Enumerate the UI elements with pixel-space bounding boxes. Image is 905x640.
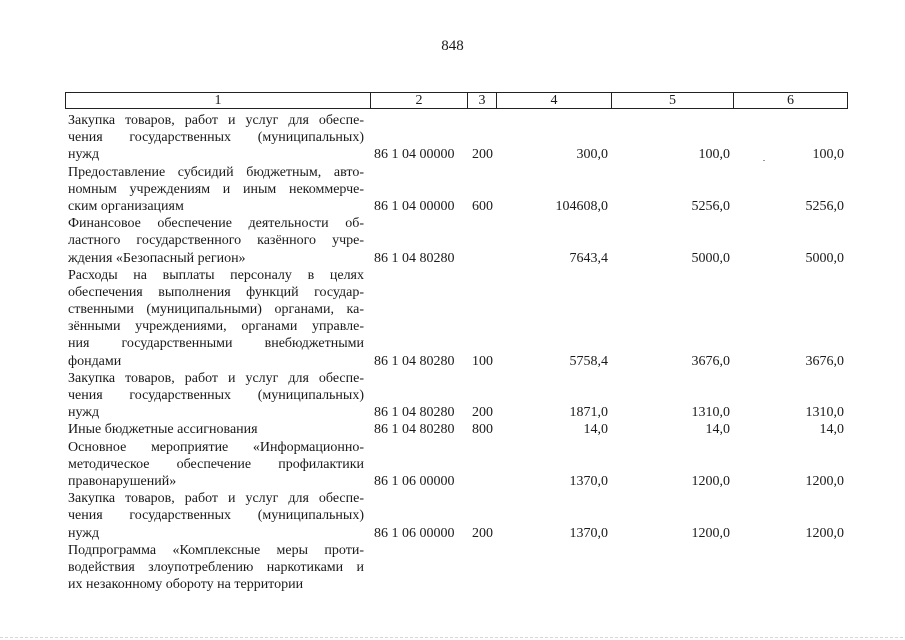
row-description-line: ским организациям	[68, 198, 184, 214]
table-row	[68, 370, 848, 422]
expense-type-code: 100	[472, 353, 493, 369]
row-description-line: фондами	[68, 353, 122, 369]
header-col-4: 4	[497, 93, 612, 108]
page-number: 848	[441, 38, 464, 54]
row-values	[68, 198, 848, 215]
budget-code: 86 1 04 00000	[374, 147, 455, 163]
amount-col-6: 100,0	[812, 147, 844, 163]
table-body	[68, 112, 848, 593]
budget-code: 86 1 04 80280	[374, 422, 455, 438]
row-description-line: Расходы на выплаты персоналу в целях	[68, 267, 364, 283]
amount-col-4: 5758,4	[569, 353, 608, 369]
row-description-line: Закупка товаров, работ и услуг для обеспе-	[68, 113, 364, 128]
row-description-line: Закупка товаров, работ и услуг для обеспе-	[68, 370, 364, 386]
table-row	[68, 490, 848, 542]
amount-col-4: 1370,0	[569, 525, 608, 541]
amount-col-5: 1200,0	[691, 473, 730, 489]
budget-code: 86 1 06 00000	[374, 525, 455, 541]
amount-col-5: 100,0	[698, 147, 730, 163]
scan-edge	[0, 637, 905, 638]
table-row	[68, 421, 848, 438]
row-description-line: нужд	[68, 525, 100, 541]
row-description-line: чения государственных (муниципальных)	[68, 388, 364, 403]
row-values	[68, 404, 848, 421]
amount-col-5: 14,0	[705, 422, 730, 438]
expense-type-code: 200	[472, 525, 493, 541]
amount-col-6: 3676,0	[805, 353, 844, 369]
amount-col-4: 104608,0	[555, 198, 608, 214]
row-values	[68, 250, 848, 267]
row-description-line: номным учреждениям и иным некоммерче-	[68, 181, 364, 197]
row-description-line: Финансовое обеспечение деятельности об-	[68, 216, 364, 232]
budget-code: 86 1 06 00000	[374, 473, 455, 489]
amount-col-4: 1871,0	[569, 405, 608, 421]
row-description-line: Иные бюджетные ассигнования	[68, 422, 258, 438]
header-col-2: 2	[371, 93, 468, 108]
budget-code: 86 1 04 80280	[374, 405, 455, 421]
amount-col-4: 1370,0	[569, 473, 608, 489]
row-description-line: методическое обеспечение профилактики	[68, 456, 364, 472]
amount-col-6: 14,0	[819, 422, 844, 438]
table-row	[68, 439, 848, 491]
row-description-line: правонарушений»	[68, 473, 177, 489]
amount-col-6: 5256,0	[805, 198, 844, 214]
row-description-line: ственными (муниципальными) органами, ка-	[68, 302, 364, 318]
row-description-line: чения государственных (муниципальных)	[68, 508, 364, 524]
header-col-6: 6	[787, 93, 794, 108]
amount-col-4: 14,0	[583, 422, 608, 438]
budget-code: 86 1 04 80280	[374, 353, 455, 369]
row-description-line: нужд	[68, 405, 100, 421]
row-description-line: Предоставление субсидий бюджетным, авто-	[68, 164, 364, 180]
row-description-line: зёнными учреждениями, органами управле-	[68, 319, 364, 335]
expense-type-code: 600	[472, 198, 493, 214]
table-row	[68, 267, 848, 370]
expense-type-code: 800	[472, 422, 493, 438]
header-col-3: 3	[468, 93, 497, 108]
row-description-line: ния государственными внебюджетными	[68, 336, 364, 352]
row-description-line: ждения «Безопасный регион»	[68, 250, 246, 266]
scan-speck	[763, 160, 765, 161]
header-col-5: 5	[612, 93, 734, 108]
row-description-line: Основное мероприятие «Информационно-	[68, 439, 364, 455]
row-values	[68, 421, 848, 438]
budget-code: 86 1 04 00000	[374, 198, 455, 214]
row-values	[68, 525, 848, 542]
row-values	[68, 473, 848, 490]
amount-col-6: 1310,0	[805, 405, 844, 421]
table-row	[68, 112, 848, 164]
row-description-line: нужд	[68, 147, 100, 163]
amount-col-5: 5000,0	[691, 250, 730, 266]
table-row	[68, 542, 848, 594]
row-values	[68, 576, 848, 593]
table-row	[68, 215, 848, 267]
amount-col-6: 1200,0	[805, 525, 844, 541]
row-values	[68, 353, 848, 370]
row-description-line: водействия злоупотреблению наркотиками и	[68, 559, 364, 575]
row-description-line: чения государственных (муниципальных)	[68, 130, 364, 146]
row-description-line: Закупка товаров, работ и услуг для обеспе-	[68, 491, 364, 507]
row-description-line: Подпрограмма «Комплексные меры проти-	[68, 542, 364, 558]
row-description-line: обеспечения выполнения функций государ-	[68, 284, 364, 300]
amount-col-6: 1200,0	[805, 473, 844, 489]
amount-col-5: 1200,0	[691, 525, 730, 541]
table-header	[65, 92, 848, 109]
amount-col-5: 3676,0	[691, 353, 730, 369]
amount-col-5: 1310,0	[691, 405, 730, 421]
budget-code: 86 1 04 80280	[374, 250, 455, 266]
amount-col-6: 5000,0	[805, 250, 844, 266]
expense-type-code: 200	[472, 405, 493, 421]
row-description-line: ластного государственного казённого учре-	[68, 233, 364, 249]
table-row	[68, 164, 848, 216]
row-values	[68, 146, 848, 163]
amount-col-5: 5256,0	[691, 198, 730, 214]
expense-type-code: 200	[472, 147, 493, 163]
amount-col-4: 7643,4	[569, 250, 608, 266]
row-description-line: их незаконному обороту на территории	[68, 577, 304, 593]
amount-col-4: 300,0	[576, 147, 608, 163]
header-col-1: 1	[66, 93, 371, 108]
